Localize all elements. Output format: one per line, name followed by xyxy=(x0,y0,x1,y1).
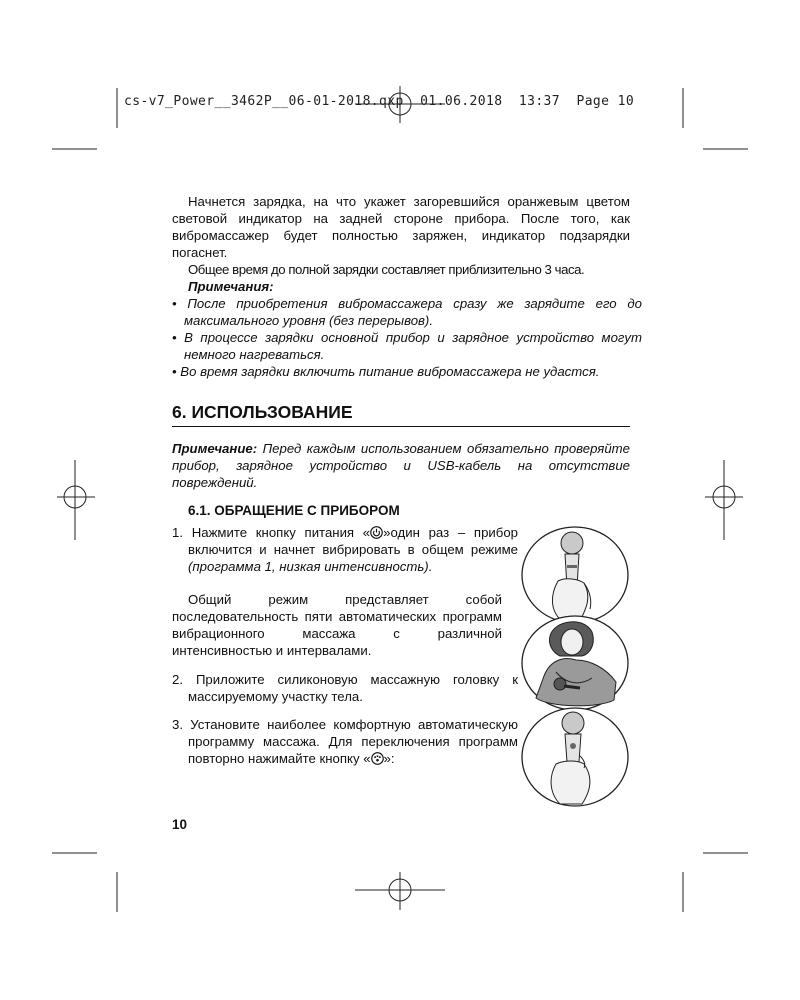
step-1-text-b: »один раз – прибор включится и начнет вибрировать в общем режиме xyxy=(188,525,519,557)
illustration-hand-device xyxy=(520,525,630,625)
step-3-text-end: »: xyxy=(383,751,395,766)
illustration-woman-massage xyxy=(520,614,630,712)
registration-mark-icon xyxy=(355,872,445,910)
note-item: • В процессе зарядки основной прибор и зарядное устройство могут немного нагреваться. xyxy=(172,330,642,362)
usage-note xyxy=(172,440,630,491)
step-3 xyxy=(172,716,518,767)
program-icon xyxy=(371,752,384,765)
charging-paragraph: Начнется зарядка, на что укажет загоревшийся оранжевым цветом световой индикатор на задней стороне прибора. После того, как вибромассажер будет полностью заряжен, индикатор подзарядки погаснет. xyxy=(172,194,630,260)
illustration-program-button xyxy=(520,706,630,808)
usage-note-text: Перед каждым использованием обязательно проверяйте прибор, зарядное устройство и USB-кабель на отсутствие повреждений. xyxy=(172,441,630,490)
usage-note-label: Примечание: xyxy=(172,441,258,456)
step-3-text: 3. Установите наиболее комфортную автоматическую программу массажа. Для переключения программ повторно нажимайте кнопку « xyxy=(172,717,518,766)
page-number: 10 xyxy=(172,817,188,832)
subsection-title: 6.1. ОБРАЩЕНИЕ С ПРИБОРОМ xyxy=(188,503,400,518)
charging-time-paragraph: Общее время до полной зарядки составляет приблизительно 3 часа. xyxy=(188,262,585,277)
step-1-program-note: (программа 1, низкая интенсивность). xyxy=(188,559,433,574)
note-item: • После приобретения вибромассажера сразу же зарядите его до максимального уровня (без перерывов). xyxy=(172,296,642,328)
note-item: • Во время зарядки включить питание вибромассажера не удастся. xyxy=(172,364,600,379)
general-mode-paragraph: Общий режим представляет собой последовательность пяти автоматических программ вибрационного массажа с различной интенсивностью и интервалами. xyxy=(172,592,502,658)
step-2: 2. Приложите силиконовую массажную головку к массируемому участку тела. xyxy=(172,672,518,704)
power-icon xyxy=(370,526,383,539)
section-title: 6. ИСПОЛЬЗОВАНИЕ xyxy=(172,402,630,427)
step-1 xyxy=(172,524,518,575)
file-slug: cs-v7_Power__3462P__06-01-2018.qxp 01.06.2018 13:37 Page 10 xyxy=(124,94,635,109)
registration-mark-icon xyxy=(57,460,95,540)
step-1-text-a: 1. Нажмите кнопку питания « xyxy=(172,525,371,540)
notes-heading: Примечания: xyxy=(188,279,274,294)
registration-mark-icon xyxy=(705,460,743,540)
